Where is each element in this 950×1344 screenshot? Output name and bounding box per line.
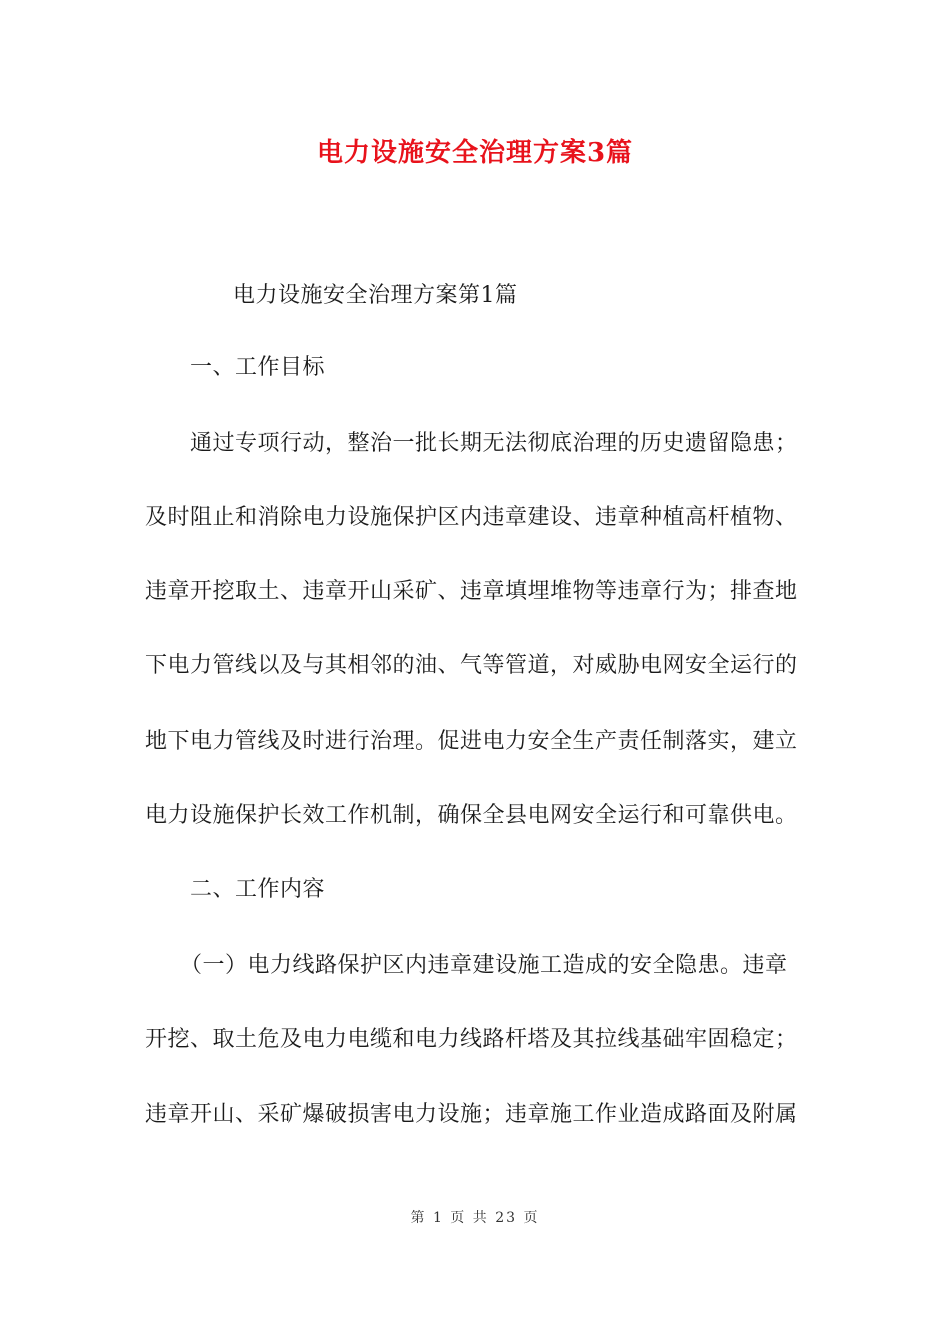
paragraph-line: 违章开挖取土、违章开山采矿、违章填埋堆物等违章行为；排查地 <box>145 579 798 604</box>
paragraph-line: 下电力管线以及与其相邻的油、气等管道，对威胁电网安全运行的 <box>145 653 798 678</box>
section-heading: 一、工作目标 <box>190 355 326 380</box>
section-heading: 电力设施安全治理方案第1篇 <box>233 283 518 308</box>
section-heading: 二、工作内容 <box>190 877 326 902</box>
paragraph-line: （一）电力线路保护区内违章建设施工造成的安全隐患。违章 <box>180 953 788 978</box>
paragraph-line: 开挖、取土危及电力电缆和电力线路杆塔及其拉线基础牢固稳定； <box>145 1027 798 1052</box>
page-number: 第 1 页 共 23 页 <box>410 1210 540 1226</box>
paragraph-line: 电力设施保护长效工作机制，确保全县电网安全运行和可靠供电。 <box>145 803 798 828</box>
document-title: 电力设施安全治理方案3篇 <box>316 138 634 168</box>
paragraph-line: 通过专项行动，整治一批长期无法彻底治理的历史遗留隐患； <box>190 431 798 456</box>
paragraph-line: 及时阻止和消除电力设施保护区内违章建设、违章种植高杆植物、 <box>145 505 798 530</box>
paragraph-line: 地下电力管线及时进行治理。促进电力安全生产责任制落实，建立 <box>145 729 798 754</box>
paragraph-line: 违章开山、采矿爆破损害电力设施；违章施工作业造成路面及附属 <box>145 1102 798 1127</box>
